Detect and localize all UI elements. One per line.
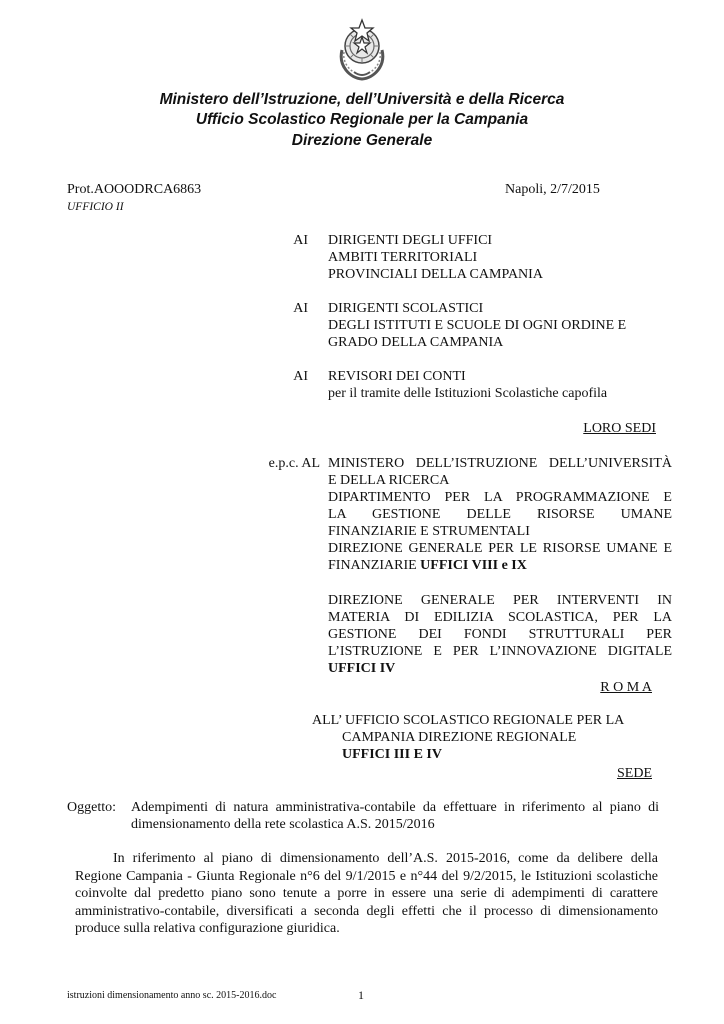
recipient-line: REVISORI DEI CONTI [328, 369, 466, 384]
recipient-line: DEGLI ISTITUTI E SCUOLE DI OGNI ORDINE E [328, 318, 627, 333]
epc-label: e.p.c. AL [268, 456, 320, 471]
recipient-line: GRADO DELLA CAMPANIA [328, 335, 504, 350]
usr-offices: UFFICI III E IV [342, 747, 442, 762]
recipient-line: DIRIGENTI SCOLASTICI [328, 301, 484, 316]
recipient-line: AMBITI TERRITORIALI [328, 250, 478, 265]
subject-line: Adempimenti di natura amministrativa-contabile da effettuare in riferimento al piano di [131, 800, 659, 815]
loro-sedi: LORO SEDI [583, 421, 656, 436]
page-number: 1 [358, 988, 364, 1002]
office-label: UFFICIO II [67, 201, 124, 213]
epc-line: L’ISTRUZIONE E PER L’INNOVAZIONE DIGITALE [328, 644, 672, 659]
offices-iv: UFFICI IV [328, 661, 396, 676]
subject-label: Oggetto: [67, 800, 116, 815]
epc-line: DIREZIONE GENERALE PER LE RISORSE UMANE E [328, 541, 672, 556]
epc-line: DIPARTIMENTO PER LA PROGRAMMAZIONE E [328, 490, 672, 505]
recipient-line: DIRIGENTI DEGLI UFFICI [328, 233, 493, 248]
ministry-name: Ministero dell’Istruzione, dell’Università e della Ricerca [159, 91, 565, 108]
recipient-label: AI [293, 301, 308, 316]
usr-line: ALL’ UFFICIO SCOLASTICO REGIONALE PER LA [312, 713, 625, 728]
recipient-line: PROVINCIALI DELLA CAMPANIA [328, 267, 543, 282]
epc-line: E DELLA RICERCA [328, 473, 450, 488]
body-paragraph: In riferimento al piano di dimensionamento dell’A.S. 2015-2016, come da delibere della Regione Campania - Giunta Regionale n°6 del 9/1/2015 e n°44 del 9/2/2015, le Istituzioni scolastiche coinvolte dal predetto piano sono tenute a porre in essere una serie di adempimenti di carattere amministrativo-contabile, diversificati a seconda degli effetti che il processo di dimensionamento produce sulla relativa configurazione giuridica. [75, 851, 658, 936]
italian-republic-emblem-icon [332, 16, 392, 82]
epc-line: GESTIONE DEI FONDI STRUTTURALI PER [328, 627, 672, 642]
roma: R O M A [600, 680, 652, 695]
epc-line: FINANZIARIE UFFICI VIII e IX [328, 558, 527, 573]
epc-line: DIREZIONE GENERALE PER INTERVENTI IN [328, 593, 672, 608]
recipient-line: per il tramite delle Istituzioni Scolastiche capofila [328, 386, 608, 401]
epc-line: MATERIA DI EDILIZIA SCOLASTICA, PER LA [328, 610, 672, 625]
usr-line: CAMPANIA DIREZIONE REGIONALE [342, 730, 577, 745]
office-name: Ufficio Scolastico Regionale per la Campania [195, 111, 529, 128]
epc-line: MINISTERO DELL’ISTRUZIONE DELL’UNIVERSITÀ [328, 456, 672, 471]
offices-viii-ix: UFFICI VIII e IX [420, 558, 527, 573]
recipient-label: AI [293, 369, 308, 384]
subject-line: dimensionamento della rete scolastica A.S. 2015/2016 [131, 817, 435, 832]
epc-line: FINANZIARIE E STRUMENTALI [328, 524, 530, 539]
place-date: Napoli, 2/7/2015 [505, 182, 600, 197]
sede: SEDE [617, 766, 652, 781]
protocol-number: Prot.AOOODRCA6863 [67, 182, 202, 197]
directorate-name: Direzione Generale [291, 132, 433, 149]
recipient-label: AI [293, 233, 308, 248]
footer-filename: istruzioni dimensionamento anno sc. 2015-2016.doc [67, 990, 277, 1001]
epc-line: LA GESTIONE DELLE RISORSE UMANE [328, 507, 672, 522]
